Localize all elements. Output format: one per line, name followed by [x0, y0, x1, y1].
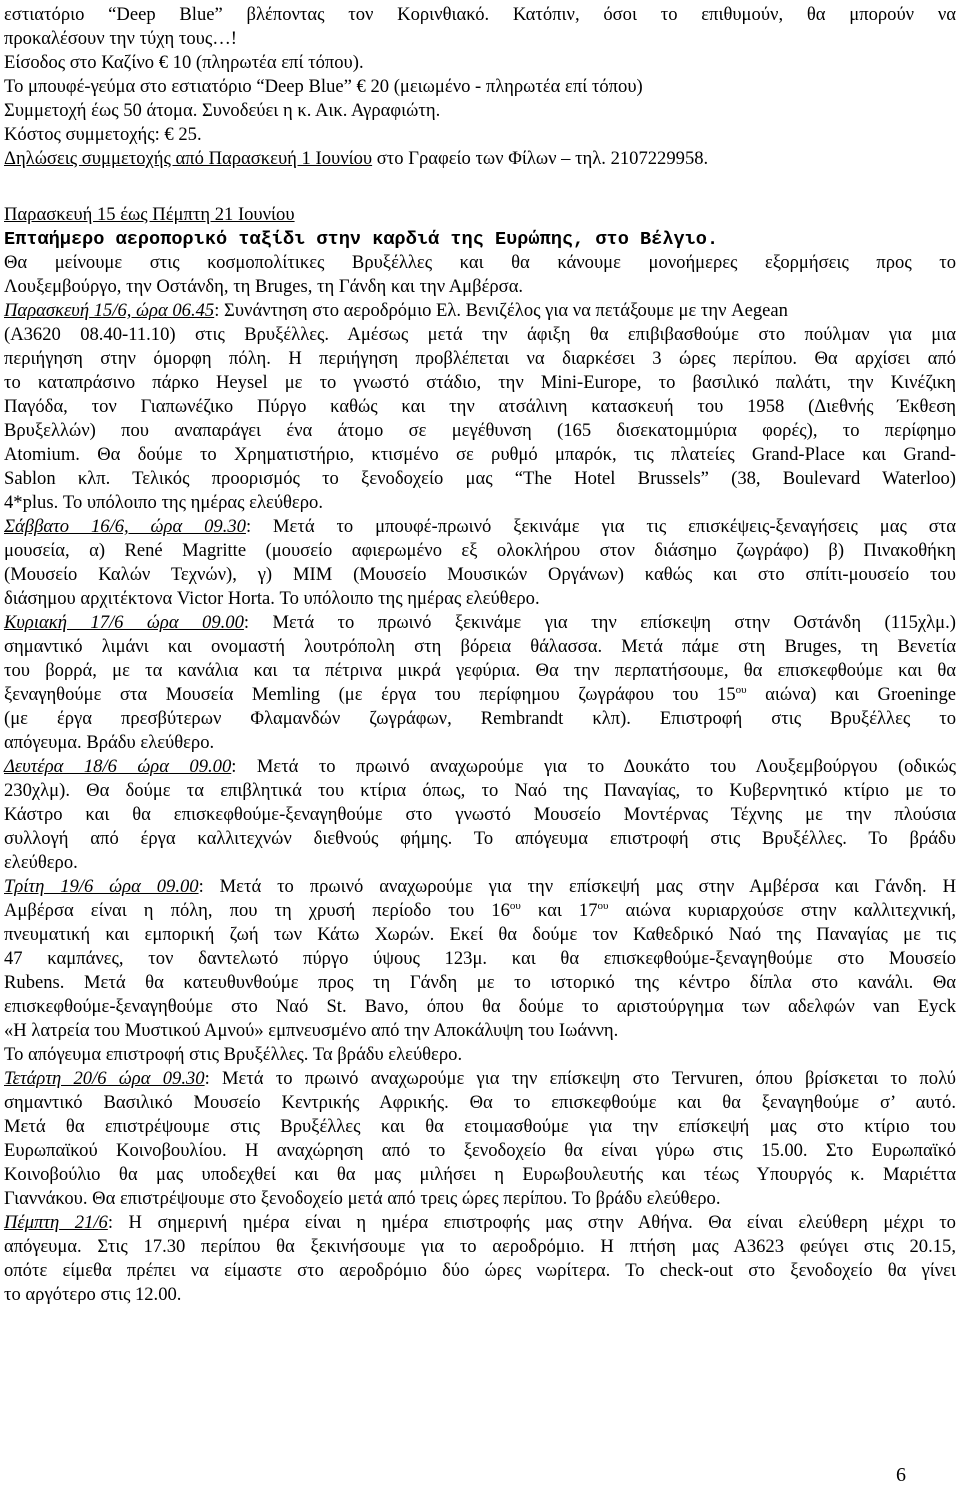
text-run: οπότε είμεθα πρέπει να είμαστε στο αεροδρόμιο δύο ώρες νωρίτερα. Το check-out στο ξενοδοχείο θα γίνει — [4, 1260, 956, 1281]
text-run: Κάστρο και θα επισκεφθούμε-ξεναγηθούμε στο γνωστό Μουσείο Μοντέρνας Τέχνης με την πλούσια — [4, 804, 956, 825]
text-run: : Μετά το πρωινό αναχωρούμε για την επίσκεψη στο Tervuren, όπου βρίσκεται το πολύ — [204, 1068, 956, 1089]
date-heading: Τετάρτη 20/6 ώρα 09.30 — [4, 1068, 205, 1089]
text-line — [4, 4, 956, 26]
text-line — [4, 324, 956, 346]
text-run: στο Γραφείο των Φίλων – τηλ. 2107229958. — [372, 148, 709, 169]
text-line — [4, 1284, 181, 1306]
text-run: Rubens. Μετά θα κατευθυνθούμε προς τη Γάνδη με το ιστορικό της κέντρο δίπλα στο κανάλι. Θα — [4, 972, 956, 993]
text-line — [4, 804, 956, 826]
text-line — [4, 852, 78, 874]
text-line — [4, 1212, 956, 1234]
text-line — [4, 684, 956, 706]
text-run: Sablon κλπ. Τελικός προορισμός το ξενοδοχείο μας “The Hotel Brussels” (38, Boulevard Waterloo) — [4, 468, 956, 489]
text-run: ξεναγηθούμε στα Μουσεία Memling (με έργα του περίφημου ζωγράφου του 15 — [4, 684, 736, 705]
text-line — [4, 516, 956, 538]
text-run: : Μετά το μπουφέ-πρωινό ξεκινάμε για τις επισκέψεις-ξεναγήσεις μας στα — [245, 516, 956, 537]
text-run: το καταπράσινο πάρκο Heysel με το γνωστό στάδιο, την Mini-Europe, το βασιλικό παλάτι, την Κινέζικη — [4, 372, 956, 393]
text-run: Βρυξελλών) που αναπαράγει ένα άτομο σε μεγέθυνση (165 δισεκατομμύρια φορές), το περίφημο — [4, 420, 956, 441]
superscript: ου — [735, 684, 747, 696]
text-run: 4*plus. Το υπόλοιπο της ημέρας ελεύθερο. — [4, 492, 323, 513]
text-run: αιώνα) και Groeninge — [746, 684, 957, 705]
text-run: : Μετά το πρωινό αναχωρούμε για το Δουκάτο του Λουξεμβούργου (οδικώς — [231, 756, 956, 777]
text-run: : Μετά το πρωινό αναχωρούμε για την επίσκεψή μας στην Αμβέρσα και Γάνδη. Η — [198, 876, 956, 897]
text-run: σημαντικό λιμάνι και ονομαστή λουτρόπολη στη βόρεια θάλασσα. Μετά πάμε στη Bruges, τη Βενετία — [4, 636, 956, 657]
text-line — [4, 1044, 462, 1066]
text-line — [4, 348, 956, 370]
text-line — [4, 1068, 956, 1090]
date-heading: Τρίτη 19/6 ώρα 09.00 — [4, 876, 199, 897]
text-line — [4, 124, 202, 146]
text-line — [4, 828, 956, 850]
superscript: ου — [597, 900, 609, 912]
text-line — [4, 148, 708, 170]
text-line — [4, 660, 956, 682]
date-heading: Δηλώσεις συμμετοχής από Παρασκευή 1 Ιουνίου — [4, 148, 373, 169]
superscript: ου — [509, 900, 521, 912]
text-run: Μετά θα επιστρέψουμε στις Βρυξέλλες και θα ετοιμασθούμε για την επίσκεψή μας στο κτίριο του — [4, 1116, 956, 1137]
text-line — [4, 780, 956, 802]
text-line — [4, 708, 956, 730]
text-line — [4, 1164, 956, 1186]
text-run: απόγευμα. Στις 17.30 περίπου θα ξεκινήσουμε για το αεροδρόμιο. Η πτήση μας Α3623 φεύγει στις 20.15, — [4, 1236, 956, 1257]
text-line — [4, 252, 956, 274]
text-line — [4, 1188, 720, 1210]
text-run: Ευρωπαϊκού Κοινοβουλίου. Η αναχώρηση από το ξενοδοχείο θα είναι γύρω στις 15.00. Στο Ευρωπαϊκό — [4, 1140, 956, 1161]
text-run: σημαντικό Βασιλικό Μουσείο Κεντρικής Αφρικής. Θα το επισκεφθούμε και θα ξεναγηθούμε σ’ αυτό. — [4, 1092, 956, 1113]
text-run: Αμβέρσα είναι η πόλη, που τη χρυσή περίοδο του 16 — [4, 900, 510, 921]
text-line — [4, 204, 295, 226]
text-line — [4, 1236, 956, 1258]
text-run: Συμμετοχή έως 50 άτομα. Συνοδεύει η κ. Αικ. Αγραφιώτη. — [4, 100, 441, 121]
text-run: το αργότερο στις 12.00. — [4, 1284, 182, 1305]
text-line — [4, 588, 540, 610]
date-heading: Δευτέρα 18/6 ώρα 09.00 — [4, 756, 232, 777]
text-run: Παγόδα, τον Γιαπωνέζικο Πύργο καθώς και την ατσάλινη κατασκευή του 1958 (Διεθνής Έκθεση — [4, 396, 956, 417]
text-run: Λουξεμβούργο, την Οστάνδη, τη Bruges, τη Γάνδη και την Αμβέρσα. — [4, 276, 524, 297]
text-line — [4, 76, 643, 98]
text-run: 47 καμπάνες, τον δαντελωτό πύργο ύψους 123μ. και θα επισκεφθούμε-ξεναγηθούμε στο Μουσείο — [4, 948, 956, 969]
text-run: διάσημου αρχιτέκτονα Victor Horta. Το υπόλοιπο της ημέρας ελεύθερο. — [4, 588, 540, 609]
text-run: Γιαννάκου. Θα επιστρέψουμε στο ξενοδοχείο μετά από τρεις ώρες περίπου. Το βράδυ ελεύθερο. — [4, 1188, 721, 1209]
text-run: : Συνάντηση στο αεροδρόμιο Ελ. Βενιζέλος για να πετάξουμε με την Aegean — [214, 300, 788, 321]
date-heading: Παρασκευή 15 έως Πέμπτη 21 Ιουνίου — [4, 204, 295, 225]
text-run: Θα μείνουμε στις κοσμοπολίτικες Βρυξέλλες και θα κάνουμε μονοήμερες εξορμήσεις προς το — [4, 252, 956, 273]
text-run: απόγευμα. Βράδυ ελεύθερο. — [4, 732, 215, 753]
text-run: προκαλέσουν την τύχη τους…! — [4, 28, 237, 49]
text-run: «Η λατρεία του Μυστικού Αμνού» εμπνευσμένο από την Αποκάλυψη του Ιωάννη. — [4, 1020, 619, 1041]
text-run: Επταήμερο αεροπορικό ταξίδι στην καρδιά της Ευρώπης, στο Βέλγιο. — [4, 229, 719, 250]
text-run: πνευματική και εμπορική ζωή των Κάτω Χωρών. Εκεί θα δούμε τον Καθεδρικό Ναό της Παναγίας με τις — [4, 924, 956, 945]
text-line — [4, 1092, 956, 1114]
text-run: (Α3620 08.40-11.10) στις Βρυξέλλες. Αμέσως μετά την άφιξη θα επιβιβασθούμε στο πούλμαν για μια — [4, 324, 956, 345]
text-run: ελεύθερο. — [4, 852, 78, 873]
text-line — [4, 948, 956, 970]
text-line — [4, 636, 956, 658]
text-line — [4, 420, 956, 442]
text-run: του βορρά, με τα κανάλια και τα πέτρινα μικρά γεφύρια. Θα την περπατήσουμε, θα επισκεφθούμε και θα — [4, 660, 956, 681]
text-line — [4, 1140, 956, 1162]
text-line — [4, 28, 237, 50]
text-run: (με έργα πρεσβύτερων Φλαμανδών ζωγράφων, Rembrandt κλπ). Επιστροφή στις Βρυξέλλες το — [4, 708, 956, 729]
text-line — [4, 228, 718, 251]
date-heading: Σάββατο 16/6, ώρα 09.30 — [4, 516, 246, 537]
text-line — [4, 444, 956, 466]
text-line — [4, 1020, 618, 1042]
text-run: Κοινοβούλιο θα μας υποδεχθεί και θα μας μιλήσει η Ευρωβουλευτής και τέως Υπουργός κ. Μαριέττα — [4, 1164, 956, 1185]
text-line — [4, 756, 956, 778]
text-line — [4, 996, 956, 1018]
text-run: και 17 — [520, 900, 598, 921]
text-run: Το μπουφέ-γεύμα στο εστιατόριο “Deep Blue” € 20 (μειωμένο - πληρωτέα επί τόπου) — [4, 76, 643, 97]
text-run: επισκεφθούμε-ξεναγηθούμε στο Ναό St. Bavo, όπου θα δούμε το αριστούργημα των αδελφών van Eyck — [4, 996, 956, 1017]
text-line — [4, 564, 956, 586]
date-heading: Κυριακή 17/6 ώρα 09.00 — [4, 612, 244, 633]
text-line — [4, 276, 523, 298]
text-line — [4, 468, 956, 490]
text-line — [4, 972, 956, 994]
text-run: Είσοδος στο Καζίνο € 10 (πληρωτέα επί τόπου). — [4, 52, 364, 73]
text-run: Κόστος συμμετοχής: € 25. — [4, 124, 202, 145]
text-run: μουσεία, α) René Magritte (μουσείο αφιερωμένο εξ ολοκλήρου στον διάσημο ζωγράφο) β) Πινακοθήκη — [4, 540, 956, 561]
text-line — [4, 100, 440, 122]
text-line — [4, 924, 956, 946]
text-line — [4, 52, 364, 74]
text-run: : Η σημερινή ημέρα είναι η ημέρα επιστροφής μας στην Αθήνα. Θα είναι ελεύθερη μέχρι το — [107, 1212, 956, 1233]
text-run: (Μουσείο Καλών Τεχνών), γ) MIM (Μουσείο Μουσικών Οργάνων) καθώς και στο σπίτι-μουσείο του — [4, 564, 956, 585]
text-run: : Μετά το πρωινό ξεκινάμε για την επίσκεψη στην Οστάνδη (115χλμ.) — [243, 612, 956, 633]
text-run: περιήγηση στην όμορφη πόλη. Η περιήγηση προβλέπεται να διαρκέσει 3 ώρες περίπου. Θα αρχίσει από — [4, 348, 956, 369]
date-heading: Πέμπτη 21/6 — [4, 1212, 108, 1233]
text-line — [4, 372, 956, 394]
text-run: αιώνα κυριαρχούσε στην καλλιτεχνική, — [608, 900, 957, 921]
text-run: εστιατόριο “Deep Blue” βλέποντας τον Κορινθιακό. Κατόπιν, όσοι το επιθυμούν, θα μπορούν να — [4, 4, 956, 25]
text-run: Το απόγευμα επιστροφή στις Βρυξέλλες. Τα βράδυ ελεύθερο. — [4, 1044, 463, 1065]
page-number: 6 — [896, 1464, 906, 1486]
text-line — [4, 1260, 956, 1282]
text-line — [4, 876, 956, 898]
text-line — [4, 1116, 956, 1138]
text-line — [4, 900, 956, 922]
text-run: Atomium. Θα δούμε το Χρηματιστήριο, κτισμένο σε ρυθμό μπαρόκ, τις πλατείες Grand-Place και Grand- — [4, 444, 956, 465]
text-line — [4, 612, 956, 634]
text-line — [4, 492, 323, 514]
text-line — [4, 732, 214, 754]
text-run: 230χλμ). Θα δούμε τα επιβλητικά του κτίρια όπως, το Ναό της Παναγίας, το Κυβερνητικό κτίριο με το — [4, 780, 956, 801]
text-run: συλλογή από έργα καλλιτεχνών διεθνούς φήμης. Το απόγευμα επιστροφή στις Βρυξέλλες. Το βράδυ — [4, 828, 956, 849]
date-heading: Παρασκευή 15/6, ώρα 06.45 — [4, 300, 215, 321]
text-line — [4, 540, 956, 562]
text-line — [4, 396, 956, 418]
text-line — [4, 300, 788, 322]
